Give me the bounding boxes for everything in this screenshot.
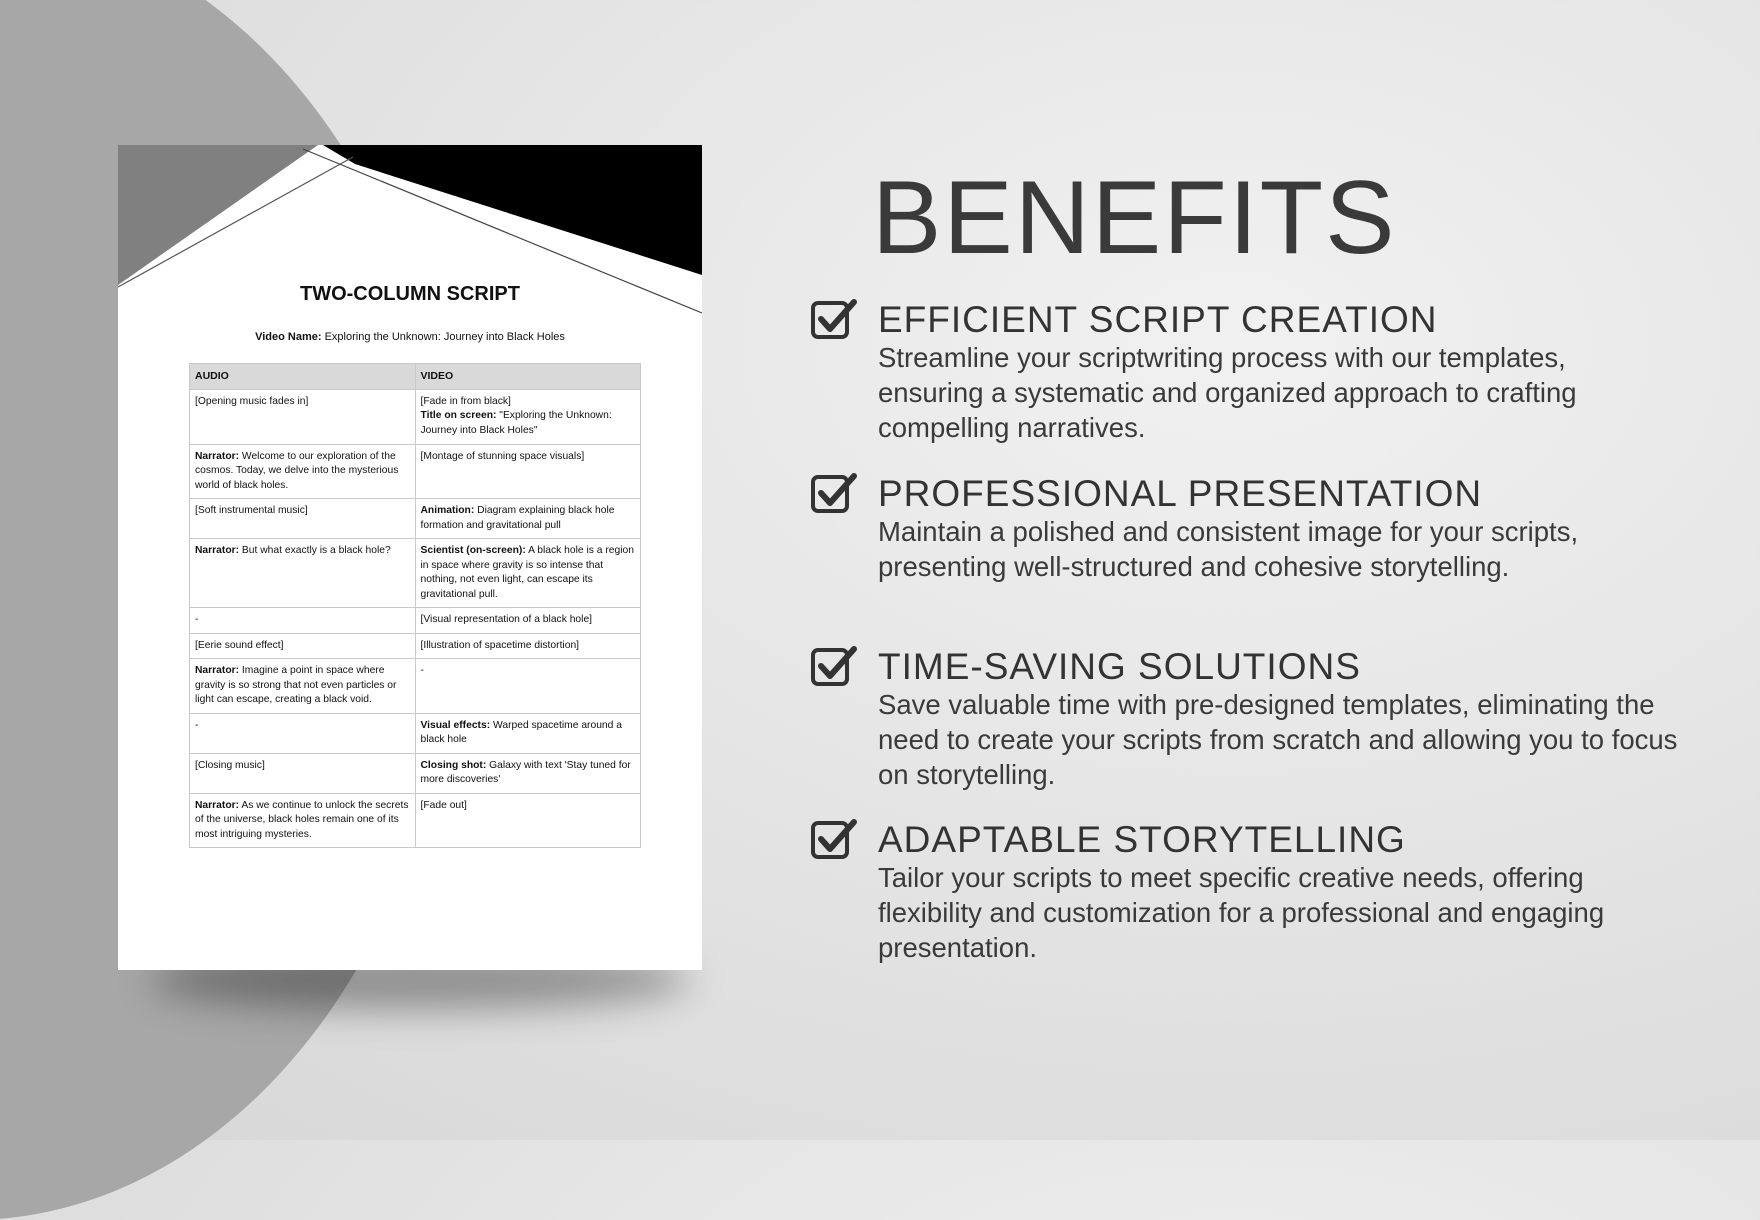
video-cell: Animation: Diagram explaining black hole formation and gravitational pull bbox=[415, 499, 641, 539]
benefit-description: Save valuable time with pre-designed templates, eliminating the need to create your scripts from scratch and allowing you to focus on storytelling. bbox=[878, 689, 1678, 790]
checkbox-check-icon bbox=[810, 298, 858, 342]
column-header-video: VIDEO bbox=[415, 364, 641, 390]
video-cell: [Montage of stunning space visuals] bbox=[415, 444, 641, 499]
table-row bbox=[190, 444, 641, 499]
audio-cell: Narrator: As we continue to unlock the secrets of the universe, black holes remain one of its most intriguing mysteries. bbox=[190, 793, 416, 848]
audio-cell: - bbox=[190, 608, 416, 634]
checkbox-check-icon bbox=[810, 818, 858, 862]
video-cell: [Fade out] bbox=[415, 793, 641, 848]
audio-cell: Narrator: Welcome to our exploration of the cosmos. Today, we delve into the mysterious world of black holes. bbox=[190, 444, 416, 499]
audio-cell: [Opening music fades in] bbox=[190, 389, 416, 444]
benefit-description: Maintain a polished and consistent image for your scripts, presenting well-structured and cohesive storytelling. bbox=[878, 516, 1579, 582]
table-row bbox=[190, 633, 641, 659]
checkbox-check-icon bbox=[810, 472, 858, 516]
table-row bbox=[190, 713, 641, 753]
benefit-description: Tailor your scripts to meet specific creative needs, offering flexibility and customization for a professional and engaging presentation. bbox=[878, 862, 1605, 963]
checkbox-check-icon bbox=[810, 645, 858, 689]
script-table bbox=[189, 363, 641, 848]
table-row bbox=[190, 389, 641, 444]
benefit-heading: ADAPTABLE STORYTELLING bbox=[878, 819, 1406, 860]
benefit-heading: EFFICIENT SCRIPT CREATION bbox=[878, 299, 1438, 340]
gray-triangle bbox=[118, 145, 318, 285]
video-name-value: Exploring the Unknown: Journey into Black Holes bbox=[324, 331, 565, 343]
table-row bbox=[190, 793, 641, 848]
table-row bbox=[190, 659, 641, 714]
benefits-title: BENEFITS bbox=[872, 160, 1397, 276]
video-cell: [Illustration of spacetime distortion] bbox=[415, 633, 641, 659]
audio-cell: - bbox=[190, 713, 416, 753]
benefit-heading: TIME-SAVING SOLUTIONS bbox=[878, 646, 1361, 687]
video-name-label: Video Name: bbox=[255, 331, 322, 343]
audio-cell: [Soft instrumental music] bbox=[190, 499, 416, 539]
audio-cell: Narrator: But what exactly is a black hole? bbox=[190, 539, 416, 608]
video-cell: Visual effects: Warped spacetime around a black hole bbox=[415, 713, 641, 753]
video-cell: Closing shot: Galaxy with text 'Stay tuned for more discoveries' bbox=[415, 753, 641, 793]
table-header-row bbox=[190, 364, 641, 390]
column-header-audio: AUDIO bbox=[190, 364, 416, 390]
document-title: TWO-COLUMN SCRIPT bbox=[300, 283, 520, 305]
benefit-heading: PROFESSIONAL PRESENTATION bbox=[878, 473, 1483, 514]
video-cell: [Fade in from black] Title on screen: "Exploring the Unknown: Journey into Black Holes" bbox=[415, 389, 641, 444]
table-row bbox=[190, 539, 641, 608]
black-band bbox=[323, 145, 702, 275]
audio-cell: Narrator: Imagine a point in space where gravity is so strong that not even particles or light can escape, creating a black void. bbox=[190, 659, 416, 714]
table-row bbox=[190, 608, 641, 634]
video-cell: [Visual representation of a black hole] bbox=[415, 608, 641, 634]
script-document-preview bbox=[118, 145, 702, 970]
video-cell: - bbox=[415, 659, 641, 714]
benefit-description: Streamline your scriptwriting process with our templates, ensuring a systematic and organized approach to crafting compelling narratives. bbox=[878, 342, 1577, 443]
table-row bbox=[190, 499, 641, 539]
audio-cell: [Closing music] bbox=[190, 753, 416, 793]
video-cell: Scientist (on-screen): A black hole is a region in space where gravity is so intense that nothing, not even light, can escape its gravitational pull. bbox=[415, 539, 641, 608]
table-row bbox=[190, 753, 641, 793]
audio-cell: [Eerie sound effect] bbox=[190, 633, 416, 659]
video-name-line bbox=[118, 331, 702, 343]
